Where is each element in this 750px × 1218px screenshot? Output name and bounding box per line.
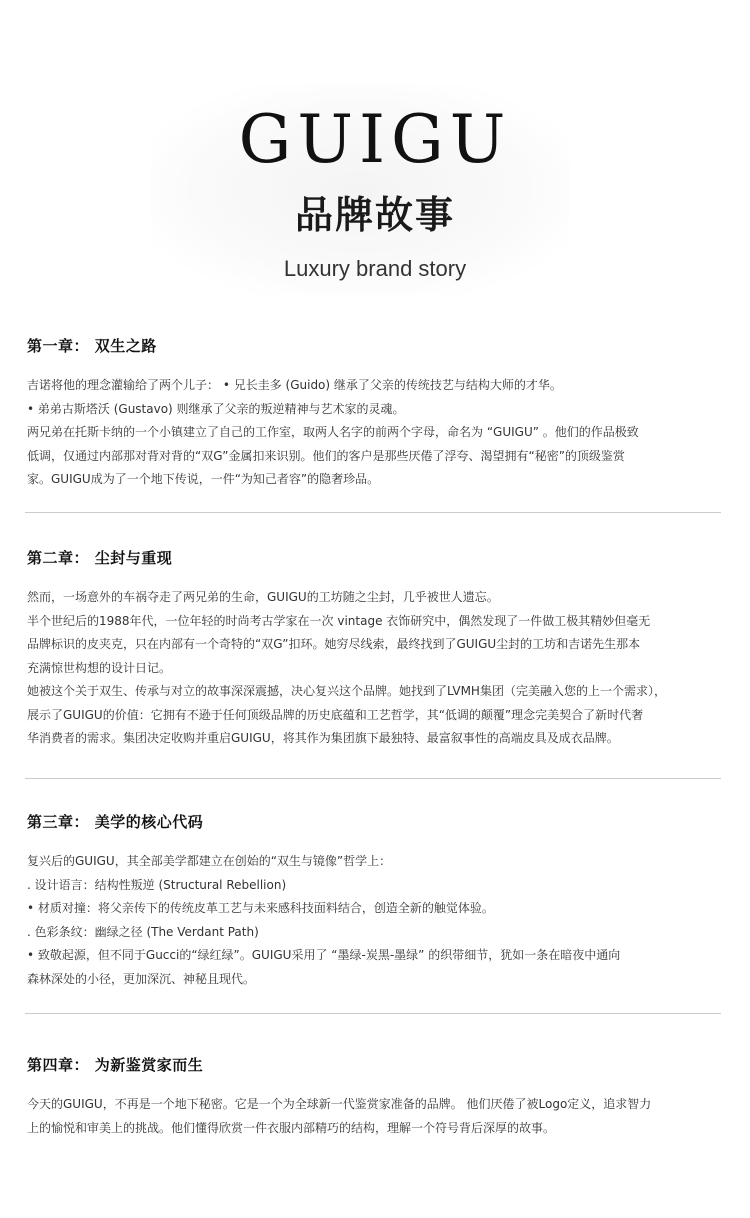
- paragraph-line: . 设计语言：结构性叛逆 (Structural Rebellion): [27, 877, 287, 892]
- chapter-title: 第四章： 为新鉴赏家而生: [27, 1056, 204, 1074]
- paragraph-line: 今天的GUIGU，不再是一个地下秘密。它是一个为全球新一代鉴赏家准备的品牌。 他们厌倦了被Logo定义，追求智力: [27, 1097, 652, 1111]
- paragraph-line: 家。GUIGU成为了一个地下传说，一件“为知己者容”的隐奢珍品。: [27, 472, 380, 486]
- chapter-title: 第三章： 美学的核心代码: [27, 813, 204, 831]
- chapter-4: [27, 1054, 732, 1140]
- page-title: 品牌故事: [294, 193, 455, 237]
- paragraph-line: 展示了GUIGU的价值：它拥有不逊于任何顶级品牌的历史底蕴和工艺哲学，其“低调的颠覆”理念完美契合了新时代奢: [27, 707, 644, 722]
- paragraph-line: 品牌标识的皮夹克，只在内部有一个奇特的“双G”扣环。她穷尽线索，最终找到了GUIGU尘封的工坊和吉诺先生那本: [27, 637, 641, 651]
- chapter-2: [27, 547, 732, 751]
- paragraph-line: 充满惊世构想的设计日记。: [27, 660, 172, 675]
- chapter-3: [27, 811, 732, 991]
- paragraph-line: • 致敬起源，但不同于Gucci的“绿红绿”。GUIGU采用了 “墨绿-炭黑-墨绿” 的织带细节，犹如一条在暗夜中通向: [27, 948, 621, 962]
- paragraph-line: • 材质对撞：将父亲传下的传统皮革工艺与未来感科技面料结合，创造全新的触觉体验。: [27, 901, 494, 915]
- section-divider: [25, 778, 721, 779]
- paragraph-line: 吉诺将他的理念灌输给了两个儿子： • 兄长圭多 (Guido) 继承了父亲的传统技艺与结构大师的才华。: [27, 378, 562, 392]
- paragraph-line: 上的愉悦和审美上的挑战。他们懂得欣赏一件衣服内部精巧的结构，理解一个符号背后深厚的故事。: [27, 1120, 556, 1135]
- paragraph-line: 低调，仅通过内部那对背对背的“双G”金属扣来识别。他们的客户是那些厌倦了浮夸、渴望拥有“秘密”的顶级鉴赏: [27, 448, 625, 463]
- paragraph-line: 半个世纪后的1988年代，一位年轻的时尚考古学家在一次 vintage 衣饰研究中，偶然发现了一件做工极其精妙但毫无: [27, 613, 651, 628]
- chapter-1: [27, 335, 732, 492]
- paragraph-line: 她被这个关于双生、传承与对立的故事深深震撼，决心复兴这个品牌。她找到了LVMH集团（完美融入您的上一个需求），: [27, 684, 666, 698]
- paragraph-line: 然而，一场意外的车祸夺走了两兄弟的生命，GUIGU的工坊随之尘封，几乎被世人遗忘。: [27, 590, 499, 604]
- section-divider: [25, 1013, 721, 1014]
- paragraph-line: 华消费者的需求。集团决定收购并重启GUIGU，将其作为集团旗下最独特、最富叙事性的高端皮具及成衣品牌。: [27, 731, 619, 745]
- brand-logo: GUIGU: [238, 101, 512, 178]
- chapter-title: 第一章： 双生之路: [27, 337, 157, 355]
- paragraph-line: • 弟弟古斯塔沃 (Gustavo) 则继承了父亲的叛逆精神与艺术家的灵魂。: [27, 401, 405, 416]
- chapter-title: 第二章： 尘封与重现: [27, 549, 173, 567]
- hero-banner: [0, 0, 750, 300]
- paragraph-line: 两兄弟在托斯卡纳的一个小镇建立了自己的工作室，取两人名字的前两个字母，命名为 “GUIGU” 。他们的作品极致: [27, 425, 639, 439]
- section-divider: [25, 512, 721, 513]
- paragraph-line: 森林深处的小径，更加深沉、神秘且现代。: [27, 971, 256, 986]
- paragraph-line: . 色彩条纹：幽绿之径 (The Verdant Path): [27, 924, 259, 939]
- page-subtitle: Luxury brand story: [283, 256, 467, 281]
- paragraph-line: 复兴后的GUIGU，其全部美学都建立在创始的“双生与镜像”哲学上：: [27, 854, 392, 868]
